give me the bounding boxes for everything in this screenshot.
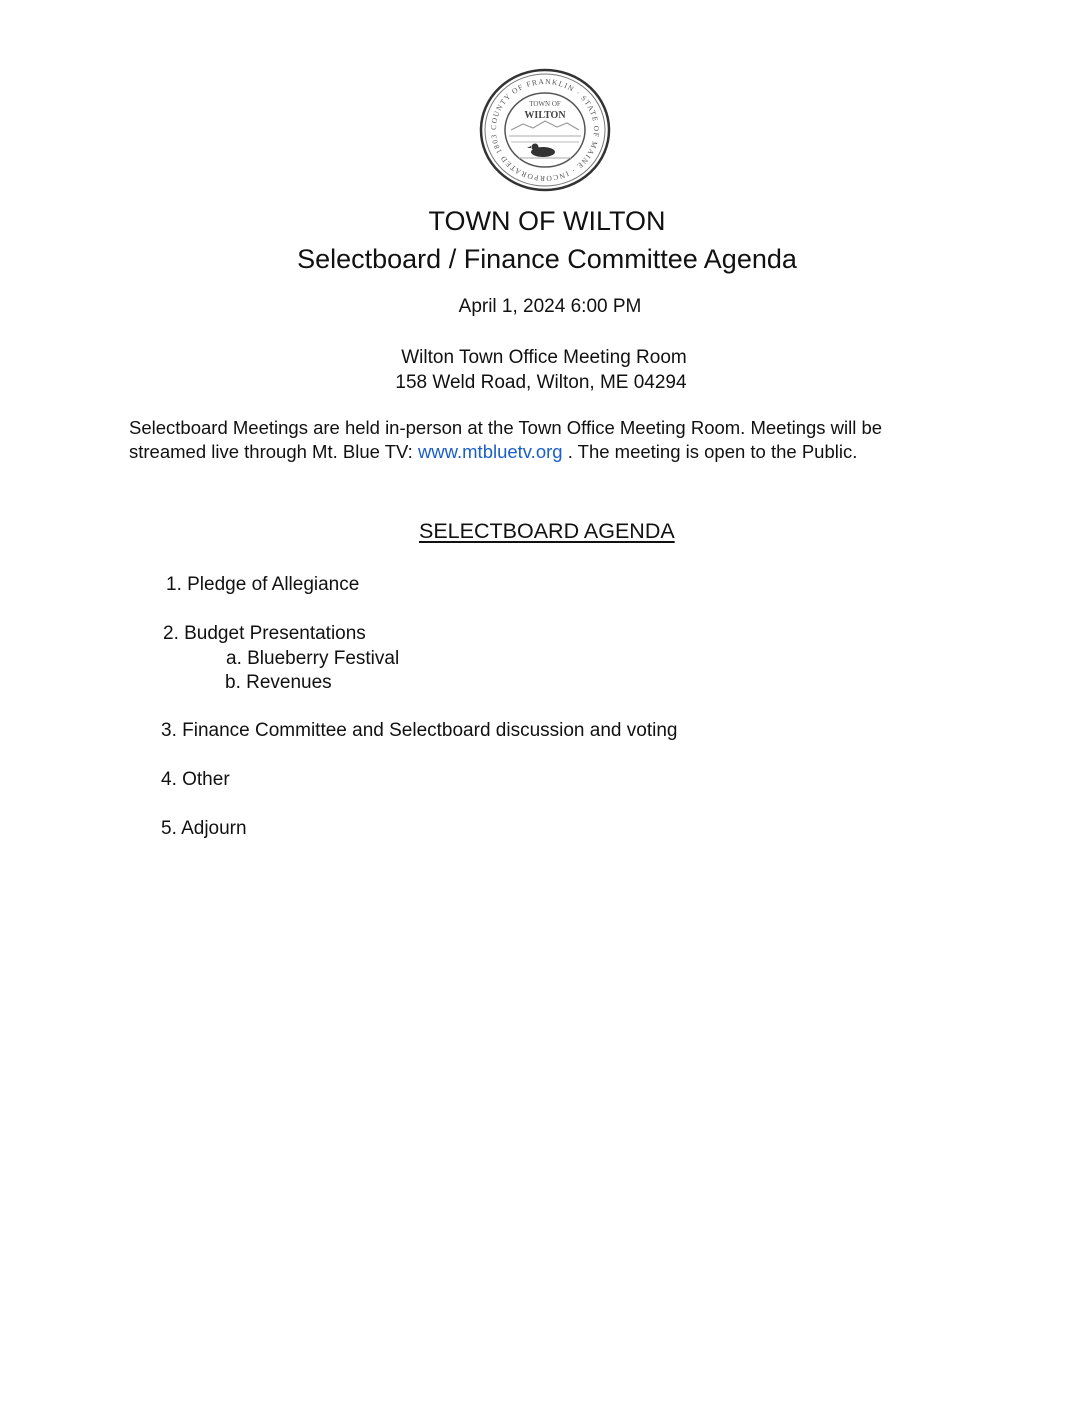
page-subtitle: Selectboard / Finance Committee Agenda (297, 244, 797, 274)
agenda-item: 5. Adjourn (161, 818, 247, 839)
meeting-datetime: April 1, 2024 6:00 PM (458, 296, 642, 317)
mtbluetv-link[interactable]: www.mtbluetv.org (417, 441, 563, 462)
agenda-heading: SELECTBOARD AGENDA (419, 519, 675, 543)
agenda-item: 2. Budget Presentations (163, 623, 366, 644)
agenda-item: 3. Finance Committee and Selectboard discussion and voting (161, 720, 678, 741)
town-seal-graphic (479, 68, 611, 192)
page-title: TOWN OF WILTON (428, 206, 666, 236)
agenda-item: 4. Other (161, 769, 230, 790)
intro-text-before-link: Selectboard Meetings are held in-person at the Town Office Meeting Room. Meetings will be streamed live through Mt. Blue TV: (129, 417, 883, 462)
seal-outer-text: COUNTY OF FRANKLIN · STATE OF MAINE · INCORPORATED 1803 (488, 76, 602, 184)
intro-text-after-link: . The meeting is open to the Public. (562, 441, 858, 462)
agenda-subitem: b. Revenues (225, 672, 332, 693)
agenda-item: 1. Pledge of Allegiance (166, 574, 360, 595)
agenda-subitem: a. Blueberry Festival (226, 648, 400, 669)
seal-inner-text-1: TOWN OF (529, 100, 561, 108)
meeting-venue: Wilton Town Office Meeting Room (401, 347, 687, 368)
intro-paragraph (129, 416, 929, 464)
seal-inner-text-2: WILTON (524, 110, 566, 121)
town-seal (479, 68, 611, 192)
meeting-address: 158 Weld Road, Wilton, ME 04294 (395, 372, 687, 393)
